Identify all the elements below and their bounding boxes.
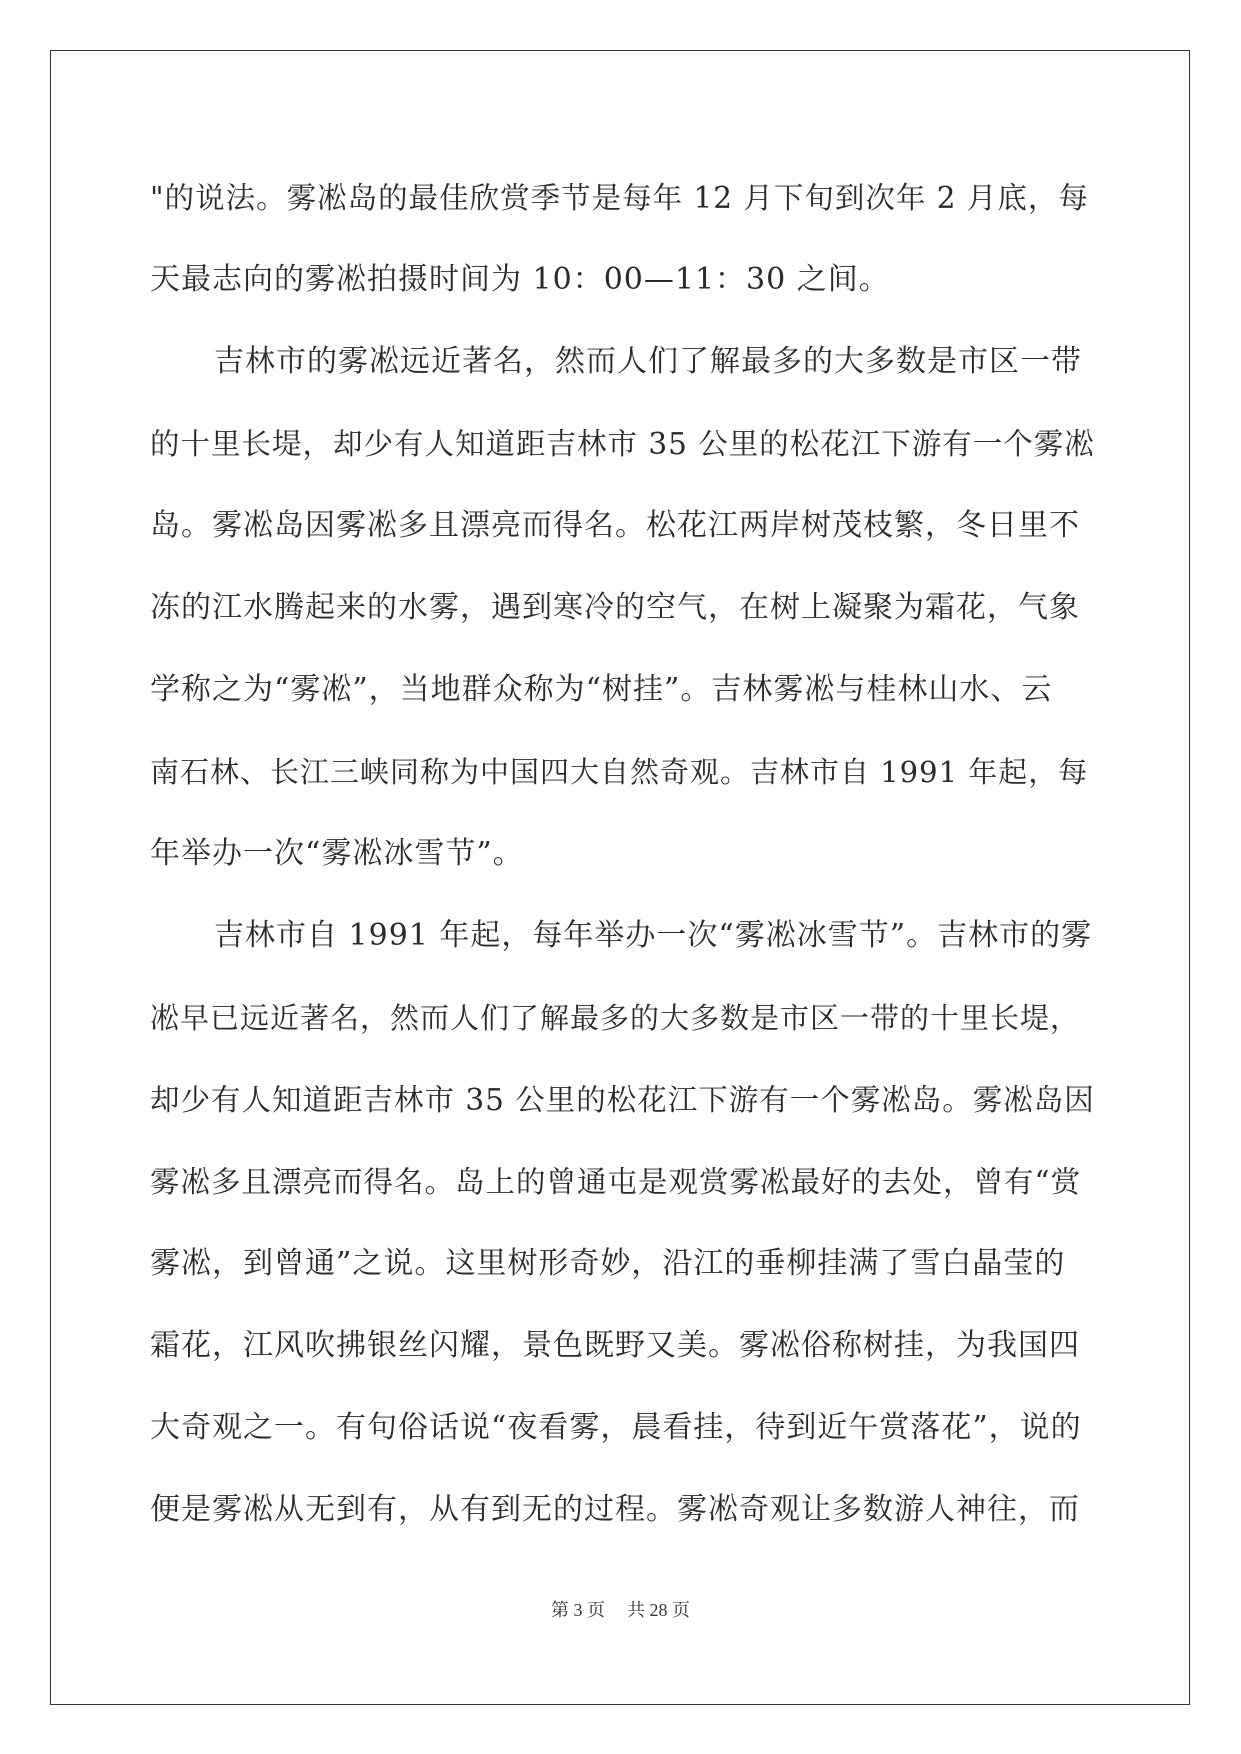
text-line: 的十里长堤，却少有人知道距吉林市 35 公里的松花江下游有一个雾凇 [150,427,1095,461]
page-number: 第 3 页 [551,1600,605,1620]
text-line: 年举办一次“雾凇冰雪节”。 [150,836,524,871]
text-line: 天最志向的雾凇拍摄时间为 10：00—11：30 之间。 [150,262,890,297]
document-body [150,157,1095,1551]
text-line: 学称之为“雾凇”，当地群众称为“树挂”。吉林雾凇与桂林山水、云 [150,672,1053,707]
text-line: 冻的江水腾起来的水雾，遇到寒冷的空气，在树上凝聚为霜花，气象 [150,590,1080,625]
text-line: 大奇观之一。有句俗话说“夜看雾，晨看挂，待到近午赏落花”，说的 [150,1410,1082,1445]
text-line: 却少有人知道距吉林市 35 公里的松花江下游有一个雾凇岛。雾凇岛因 [150,1083,1095,1117]
text-line: 便是雾凇从无到有，从有到无的过程。雾凇奇观让多数游人神往，而 [150,1492,1080,1527]
paragraph-start-line: 吉林市的雾凇远近著名，然而人们了解最多的大多数是市区一带 [214,344,1082,379]
text-line: 岛。雾凇岛因雾凇多且漂亮而得名。松花江两岸树茂枝繁，冬日里不 [150,508,1080,543]
text-line: 南石林、长江三峡同称为中国四大自然奇观。吉林市自 1991 年起，每 [150,755,1089,789]
text-line: 凇早已远近著名，然而人们了解最多的大多数是市区一带的十里长堤， [150,1001,1081,1035]
page-total: 共 28 页 [627,1600,690,1620]
page-footer [0,1596,1241,1622]
text-line: 霜花，江风吹拂银丝闪耀，景色既野又美。雾凇俗称树挂，为我国四 [150,1328,1080,1363]
text-line: 雾凇多且漂亮而得名。岛上的曾通屯是观赏雾凇最好的去处，曾有“赏 [150,1165,1082,1199]
text-line: 雾凇，到曾通”之说。这里树形奇妙，沿江的垂柳挂满了雪白晶莹的 [150,1246,1066,1281]
text-line: "的说法。雾凇岛的最佳欣赏季节是每年 12 月下旬到次年 2 月底，每 [150,181,1089,215]
paragraph-start-line: 吉林市自 1991 年起，每年举办一次“雾凇冰雪节”。吉林市的雾 [214,918,1093,953]
